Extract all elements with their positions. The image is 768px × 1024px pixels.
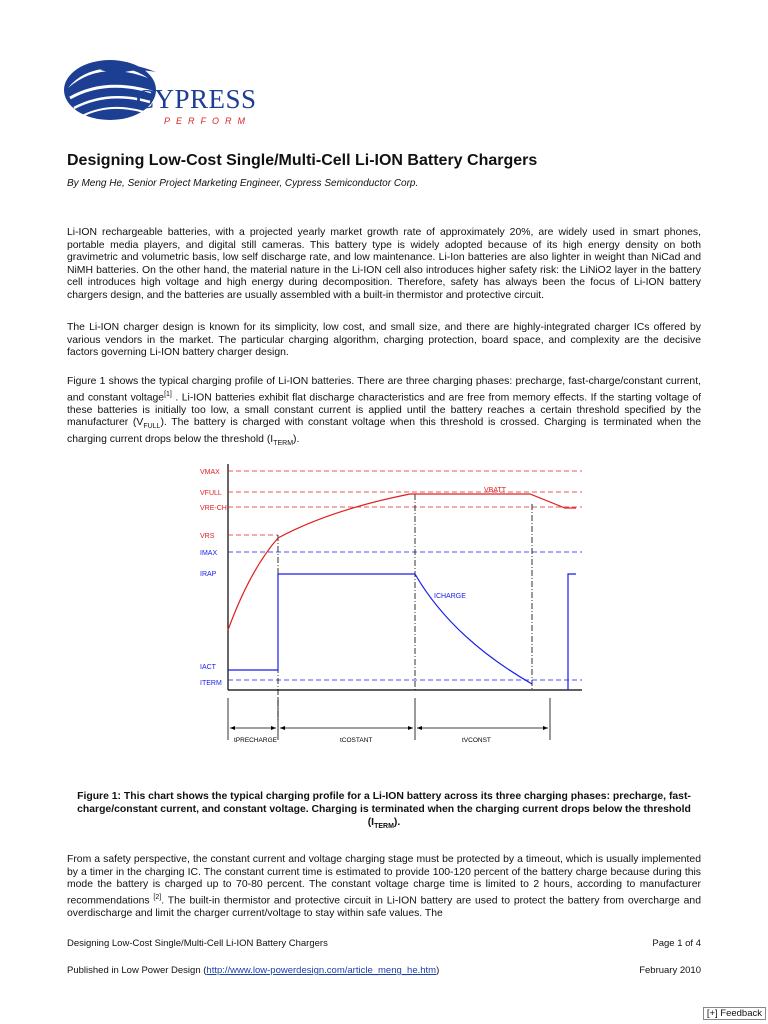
label-icharge: ICHARGE [434,593,466,600]
label-vfull: VFULL [200,490,222,497]
paragraph-charging-profile: Figure 1 shows the typical charging profile of Li-ION batteries. There are three charging phases: precharge, fast-charge/constant current, and constant voltage[1] . Li-ION batteries exhibit flat discharge characteristics and are free from memory effects. If the starting voltage of these batteries is initially too low, a small constant current is applied until the battery reaches a certain threshold specified by the manufacturer $(V_{FULL})$. The battery is charged with constant voltage when this threshold is crossed. Charging is terminated when the charging current drops below the threshold $(I_{TERM})$. [67,376,702,447]
label-vrech: VRE-CH [200,505,227,512]
reference-2: [2] [153,893,162,901]
label-vmax: VMAX [200,469,220,476]
label-iterm: ITERM [200,680,222,687]
logo-wordmark: CYPRESS [136,84,257,114]
paragraph-safety: From a safety perspective, the constant current and voltage charging stage must be protected by a timeout, which is usually implemented by a timer in the charging IC. The constant current time is estimated to provide 100-120 percent of the battery charge because during this mode the battery is charged up to 70-80 percent. The constant voltage charge time is limited to 2 hours, according to manufacturer recommendations [2]. The built-in thermistor and protective circuit in Li-ION battery are used to protect the battery from overcharge and overdischarge and limit the charger current/voltage to stay within safe values. The [67,854,701,919]
article-title: Designing Low-Cost Single/Multi-Cell Li-ION Battery Chargers [67,152,538,169]
label-tprecharge: tPRECHARGE [234,737,277,744]
paragraph-intro: Li-ION rechargeable batteries, with a projected yearly market growth rate of approximately 20%, are widely used in smart phones, portable media players, and digital still cameras. This battery type is widely adopted because of its high energy density on both gravimetric and volumetric basis, low self discharge rate, and low maintenance. Li-Ion batteries are also lighter in weight than NiCad and NiMH batteries. On the other hand, the material nature in the Li-ION cell also introduces higher safety risk: the LiNiO2 layer in the battery cell introduces high voltage and high energy during decomposition. Therefore, safety has always been the focus of Li-ION battery chargers design, and the batteries are usually assembled with a built-in thermistor and protective circuit. [67,227,701,301]
logo-tagline: PERFORM [164,116,251,126]
figure-caption: Figure 1: This chart shows the typical charging profile for a Li-ION battery across its three charging phases: precharge, fast-charge/constant current, and constant voltage. Charging is terminated when the charging current drops below the threshold $(I_{TERM})$. [77,791,691,831]
label-imax: IMAX [200,550,218,557]
reference-1: [1] [164,390,172,398]
label-vrs: VRS [200,533,215,540]
label-iact: IACT [200,664,216,671]
label-tcostant: tCOSTANT [340,737,373,744]
feedback-button[interactable]: [+] Feedback [703,1007,766,1020]
label-vbatt: VBATT [484,487,507,494]
byline: By Meng He, Senior Project Marketing Engineer, Cypress Semiconductor Corp. [67,178,419,189]
paragraph-design: The Li-ION charger design is known for its simplicity, low cost, and small size, and there are highly-integrated charger ICs offered by various vendors in the market. The particular charging algorithm, charging protection, board space, and complexity are the decisive factors governing Li-ION battery charger design. [67,322,701,359]
label-tvconst: tVCONST [462,737,491,744]
charging-profile-diagram [190,458,590,748]
footer-title: Designing Low-Cost Single/Multi-Cell Li-ION Battery Chargers [67,938,328,949]
article-link[interactable]: http://www.low-powerdesign.com/article_meng_he.htm [206,965,437,976]
publication-date: February 2010 [639,965,701,976]
label-irap: IRAP [200,571,217,578]
footer-publication: Published in Low Power Design (http://www.low-powerdesign.com/article_meng_he.htm) [67,965,440,976]
page-number: Page 1 of 4 [652,938,701,949]
